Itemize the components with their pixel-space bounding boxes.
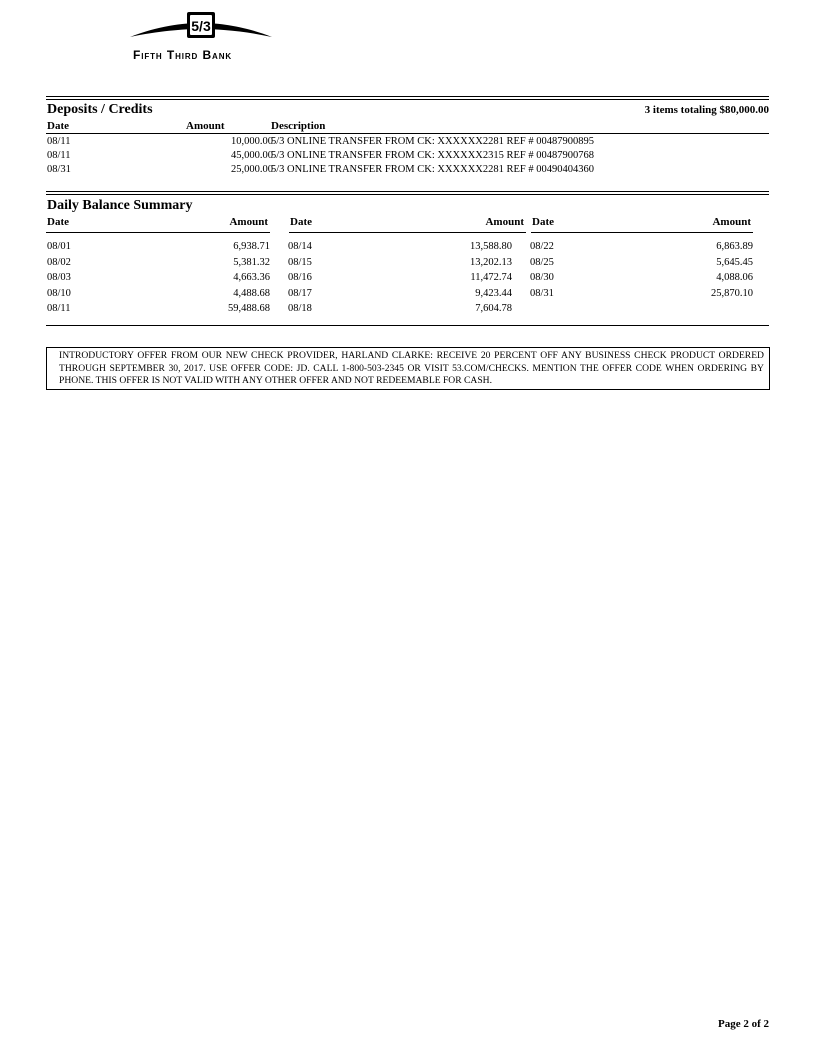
balance-amount: 4,088.06 [716, 272, 753, 283]
bank-logo [128, 10, 274, 62]
balance-date: 08/16 [288, 272, 312, 283]
column-rule [289, 232, 526, 233]
balance-amount-header: Amount [485, 216, 524, 228]
balance-date: 08/03 [47, 272, 71, 283]
deposit-amount: 10,000.00 [231, 136, 273, 147]
list-item [288, 272, 512, 288]
list-item [288, 241, 512, 257]
deposits-date-header: Date [47, 120, 69, 132]
deposits-amount-header: Amount [186, 120, 225, 132]
list-item [47, 303, 270, 319]
list-item [530, 241, 753, 257]
balance-amount: 4,663.36 [233, 272, 270, 283]
deposits-title: Deposits / Credits [47, 102, 153, 117]
daily-balance-title: Daily Balance Summary [47, 198, 193, 213]
balance-column [288, 241, 512, 319]
balance-date: 08/14 [288, 241, 312, 252]
balance-date: 08/15 [288, 256, 312, 268]
deposits-description-header: Description [271, 120, 326, 132]
svg-text:5/3: 5/3 [191, 18, 211, 34]
balance-amount: 7,604.78 [475, 303, 512, 314]
table-row [46, 164, 769, 178]
table-row [46, 150, 769, 164]
balance-date: 08/02 [47, 256, 71, 268]
deposit-amount: 25,000.00 [231, 164, 273, 175]
balance-amount: 25,870.10 [711, 287, 753, 299]
deposit-date: 08/31 [47, 164, 71, 175]
table-row [46, 136, 769, 150]
deposit-amount: 45,000.00 [231, 150, 273, 161]
balance-date: 08/01 [47, 241, 71, 252]
list-item [530, 257, 753, 273]
balance-amount: 59,488.68 [228, 303, 270, 314]
list-item [530, 272, 753, 288]
balance-column [530, 241, 753, 303]
balance-date: 08/17 [288, 287, 312, 299]
list-item [47, 241, 270, 257]
balance-amount: 5,645.45 [716, 256, 753, 268]
bank-name: Fifth Third Bank [133, 48, 233, 62]
balance-date: 08/25 [530, 256, 554, 268]
balance-date: 08/22 [530, 241, 554, 252]
deposit-description: 5/3 ONLINE TRANSFER FROM CK: XXXXXX2281 REF # 00490404360 [271, 164, 594, 175]
deposit-date: 08/11 [47, 150, 71, 161]
column-rule [531, 232, 753, 233]
balance-amount-header: Amount [229, 216, 268, 228]
deposit-description: 5/3 ONLINE TRANSFER FROM CK: XXXXXX2315 REF # 00487900768 [271, 150, 594, 161]
page-number: Page 2 of 2 [717, 1018, 769, 1030]
deposit-date: 08/11 [47, 136, 71, 147]
balance-date: 08/30 [530, 272, 554, 283]
balance-amount: 5,381.32 [233, 256, 270, 268]
list-item [288, 303, 512, 319]
balance-amount: 4,488.68 [233, 287, 270, 299]
balance-column [47, 241, 270, 319]
balance-amount: 13,588.80 [470, 241, 512, 252]
balance-date: 08/18 [288, 303, 312, 314]
deposit-description: 5/3 ONLINE TRANSFER FROM CK: XXXXXX2281 REF # 00487900895 [271, 136, 594, 147]
list-item [530, 288, 753, 304]
header-rule [46, 133, 769, 134]
balance-date-header: Date [47, 216, 69, 228]
balance-date-header: Date [290, 216, 312, 228]
balance-date: 08/31 [530, 287, 554, 299]
deposits-summary: 3 items totaling $80,000.00 [644, 104, 769, 116]
list-item [47, 272, 270, 288]
balance-amount: 6,863.89 [716, 241, 753, 252]
list-item [288, 257, 512, 273]
balance-amount: 11,472.74 [470, 272, 512, 283]
balance-amount-header: Amount [712, 216, 751, 228]
balance-date-header: Date [532, 216, 554, 228]
balance-date: 08/10 [47, 287, 71, 299]
column-rule [46, 232, 270, 233]
balance-amount: 13,202.13 [470, 256, 512, 268]
balance-amount: 9,423.44 [475, 287, 512, 299]
promo-notice: INTRODUCTORY OFFER FROM OUR NEW CHECK PROVIDER, HARLAND CLARKE: RECEIVE 20 PERCENT OFF ANY BUSINESS CHECK PRODUCT ORDERED THROUGH SEPTEMBER 30, 2017. USE OFFER CODE: JD. CALL 1-800-503-2345 OR VISIT 53.COM/CHECKS. MENTION THE OFFER CODE WHEN ORDERING BY PHONE. THIS OFFER IS NOT VALID WITH ANY OTHER OFFER AND NOT REDEEMABLE FOR CASH. [46, 347, 770, 390]
section-divider [46, 191, 769, 195]
list-item [47, 257, 270, 273]
list-item [47, 288, 270, 304]
list-item [288, 288, 512, 304]
balance-amount: 6,938.71 [233, 241, 270, 252]
section-divider [46, 96, 769, 100]
fifth-third-logo-icon [128, 10, 274, 40]
section-end-rule [46, 325, 769, 326]
balance-date: 08/11 [47, 303, 71, 314]
